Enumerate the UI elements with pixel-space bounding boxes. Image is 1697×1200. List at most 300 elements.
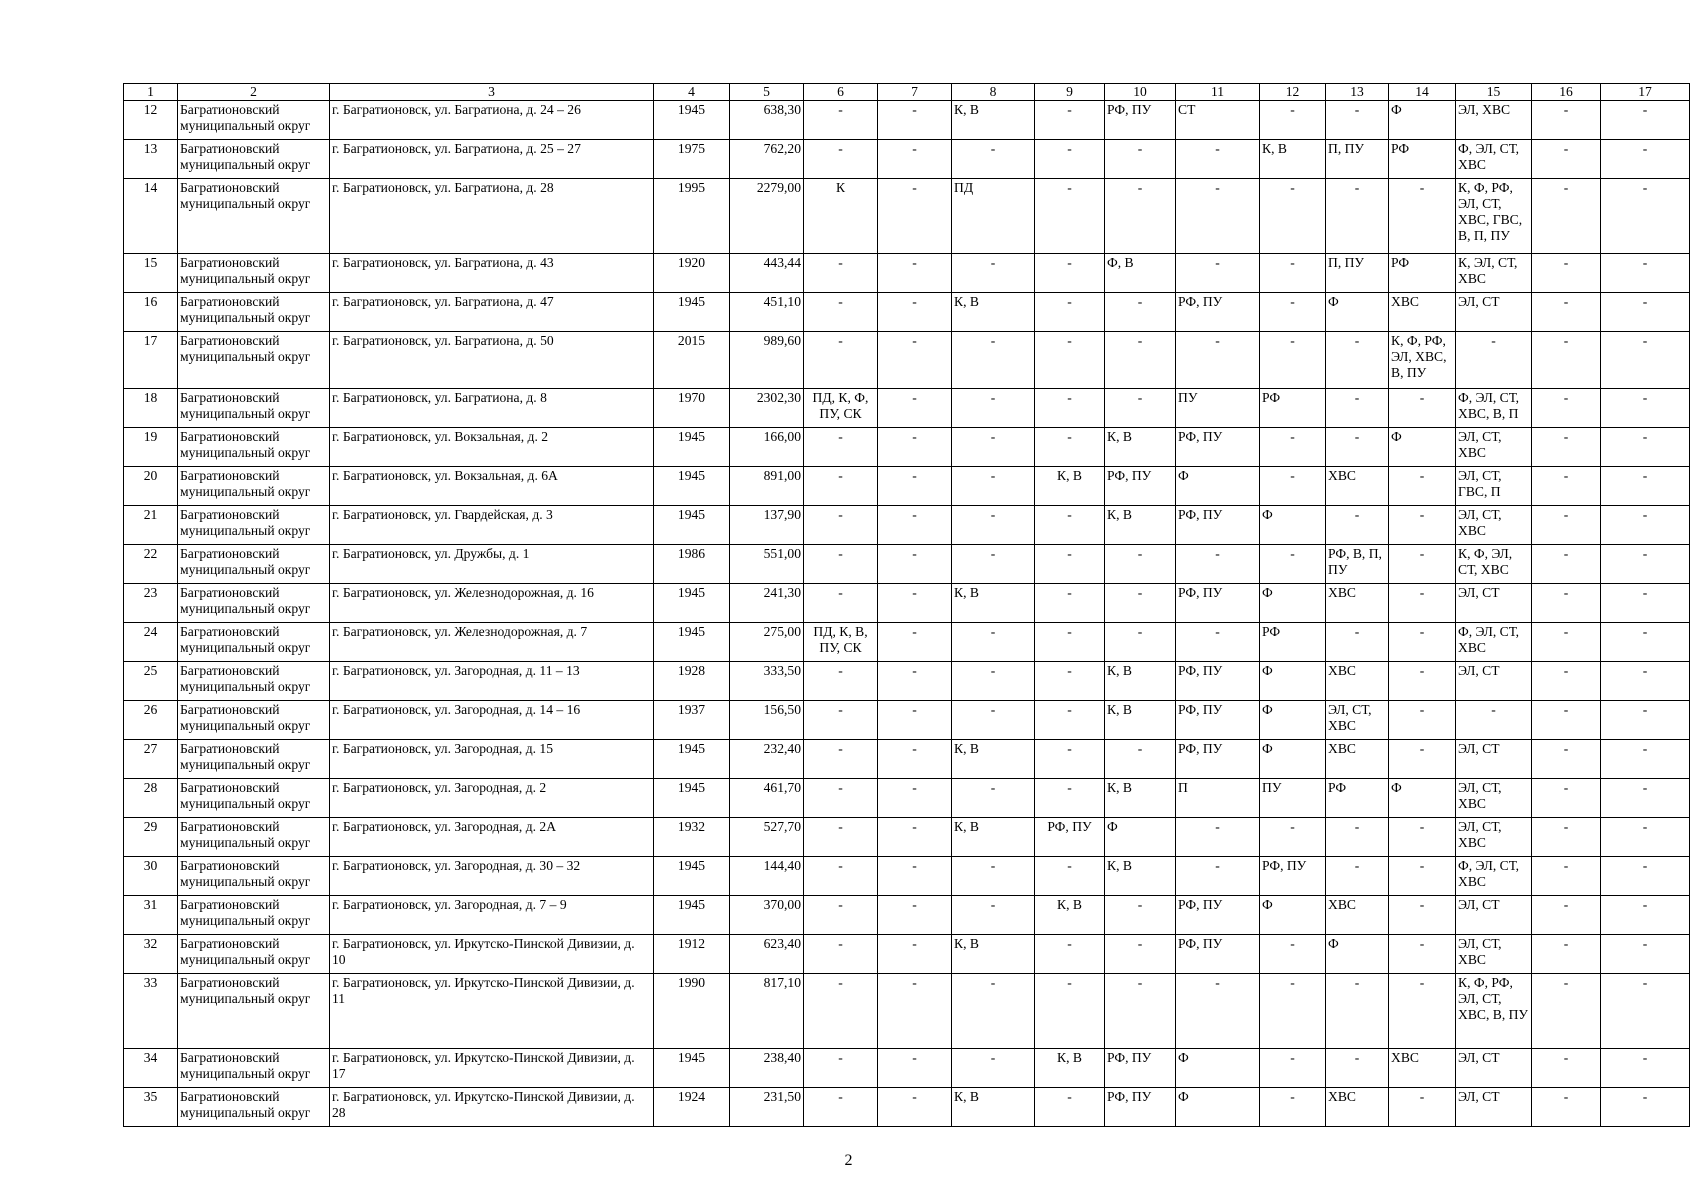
table-cell: К, В bbox=[1105, 779, 1176, 818]
table-cell: РФ bbox=[1389, 254, 1456, 293]
table-cell: ХВС bbox=[1326, 662, 1389, 701]
table-cell: Ф bbox=[1389, 101, 1456, 140]
table-cell: РФ, ПУ bbox=[1105, 467, 1176, 506]
table-cell: - bbox=[1532, 857, 1601, 896]
table-cell: г. Багратионовск, ул. Загородная, д. 2 bbox=[330, 779, 654, 818]
table-cell: 28 bbox=[124, 779, 178, 818]
table-cell: г. Багратионовск, ул. Железнодорожная, д. 7 bbox=[330, 623, 654, 662]
table-cell: 1995 bbox=[654, 179, 730, 254]
table-cell: - bbox=[1035, 1088, 1105, 1127]
table-cell: г. Багратионовск, ул. Иркутско-Пинской Дивизии, д. 10 bbox=[330, 935, 654, 974]
table-cell: К, Ф, РФ, ЭЛ, СТ, ХВС, ГВС, В, П, ПУ bbox=[1456, 179, 1532, 254]
table-cell: - bbox=[1601, 857, 1690, 896]
table-cell: 30 bbox=[124, 857, 178, 896]
table-cell: Багратионовский муниципальный округ bbox=[178, 254, 330, 293]
table-cell: - bbox=[1035, 293, 1105, 332]
table-cell: г. Багратионовск, ул. Багратиона, д. 24 – 26 bbox=[330, 101, 654, 140]
table-cell: - bbox=[952, 506, 1035, 545]
table-cell: ПД bbox=[952, 179, 1035, 254]
table-cell: РФ, ПУ bbox=[1176, 428, 1260, 467]
column-header: 1 bbox=[124, 84, 178, 101]
table-cell: - bbox=[1326, 179, 1389, 254]
table-cell: - bbox=[1176, 254, 1260, 293]
table-cell: Багратионовский муниципальный округ bbox=[178, 779, 330, 818]
column-header: 3 bbox=[330, 84, 654, 101]
column-header: 10 bbox=[1105, 84, 1176, 101]
table-cell: РФ, ПУ bbox=[1035, 818, 1105, 857]
table-cell: - bbox=[1532, 254, 1601, 293]
table-cell: - bbox=[1176, 545, 1260, 584]
table-cell: Багратионовский муниципальный округ bbox=[178, 140, 330, 179]
table-cell: - bbox=[1105, 974, 1176, 1049]
table-cell: Ф bbox=[1260, 506, 1326, 545]
table-cell: 1945 bbox=[654, 584, 730, 623]
table-cell: РФ, ПУ bbox=[1176, 293, 1260, 332]
table-cell: 527,70 bbox=[730, 818, 804, 857]
table-cell: г. Багратионовск, ул. Загородная, д. 7 – 9 bbox=[330, 896, 654, 935]
table-cell: - bbox=[1035, 779, 1105, 818]
table-row bbox=[124, 545, 1690, 584]
table-cell: - bbox=[1601, 935, 1690, 974]
table-cell: 638,30 bbox=[730, 101, 804, 140]
table-cell: 238,40 bbox=[730, 1049, 804, 1088]
table-cell: - bbox=[1601, 428, 1690, 467]
table-cell: - bbox=[1035, 506, 1105, 545]
table-cell: - bbox=[878, 254, 952, 293]
table-cell: г. Багратионовск, ул. Багратиона, д. 8 bbox=[330, 389, 654, 428]
table-cell: К, ЭЛ, СТ, ХВС bbox=[1456, 254, 1532, 293]
table-cell: г. Багратионовск, ул. Загородная, д. 11 – 13 bbox=[330, 662, 654, 701]
table-cell: 1945 bbox=[654, 506, 730, 545]
table-cell: - bbox=[1601, 974, 1690, 1049]
table-cell: Багратионовский муниципальный округ bbox=[178, 506, 330, 545]
table-cell: - bbox=[1389, 506, 1456, 545]
table-cell: 443,44 bbox=[730, 254, 804, 293]
table-cell: - bbox=[952, 254, 1035, 293]
table-cell: 16 bbox=[124, 293, 178, 332]
column-header: 8 bbox=[952, 84, 1035, 101]
table-cell: Ф bbox=[1389, 428, 1456, 467]
table-row bbox=[124, 389, 1690, 428]
table-cell: - bbox=[1176, 179, 1260, 254]
table-cell: Ф bbox=[1389, 779, 1456, 818]
table-cell: - bbox=[952, 701, 1035, 740]
table-cell: 23 bbox=[124, 584, 178, 623]
table-cell: П bbox=[1176, 779, 1260, 818]
table-cell: - bbox=[1035, 101, 1105, 140]
table-cell: 15 bbox=[124, 254, 178, 293]
table-cell: 12 bbox=[124, 101, 178, 140]
table-cell: 29 bbox=[124, 818, 178, 857]
table-cell: - bbox=[1532, 389, 1601, 428]
table-cell: - bbox=[1389, 935, 1456, 974]
page-number: 2 bbox=[844, 1152, 853, 1169]
table-cell: Багратионовский муниципальный округ bbox=[178, 935, 330, 974]
table-cell: - bbox=[1389, 467, 1456, 506]
table-cell: - bbox=[1326, 332, 1389, 389]
table-cell: Ф bbox=[1176, 1049, 1260, 1088]
table-cell: - bbox=[878, 935, 952, 974]
table-cell: РФ, ПУ bbox=[1176, 662, 1260, 701]
table-cell: - bbox=[804, 293, 878, 332]
table-cell: 1945 bbox=[654, 779, 730, 818]
table-cell: - bbox=[1532, 332, 1601, 389]
table-cell: - bbox=[1601, 896, 1690, 935]
table-cell: К bbox=[804, 179, 878, 254]
column-header: 15 bbox=[1456, 84, 1532, 101]
table-cell: РФ, ПУ bbox=[1105, 1088, 1176, 1127]
table-cell: Ф, ЭЛ, СТ, ХВС bbox=[1456, 857, 1532, 896]
table-cell: Багратионовский муниципальный округ bbox=[178, 662, 330, 701]
table-cell: РФ, В, П, ПУ bbox=[1326, 545, 1389, 584]
table-cell: г. Багратионовск, ул. Вокзальная, д. 2 bbox=[330, 428, 654, 467]
table-cell: Ф bbox=[1326, 935, 1389, 974]
column-header: 5 bbox=[730, 84, 804, 101]
table-cell: 137,90 bbox=[730, 506, 804, 545]
table-body bbox=[124, 101, 1690, 1127]
table-cell: ЭЛ, СТ, ХВС bbox=[1456, 818, 1532, 857]
table-cell: Ф bbox=[1176, 1088, 1260, 1127]
table-cell: 1945 bbox=[654, 1049, 730, 1088]
table-cell: - bbox=[878, 1088, 952, 1127]
table-cell: 156,50 bbox=[730, 701, 804, 740]
column-header: 6 bbox=[804, 84, 878, 101]
table-cell: - bbox=[952, 896, 1035, 935]
table-cell: 1945 bbox=[654, 467, 730, 506]
table-cell: Багратионовский муниципальный округ bbox=[178, 623, 330, 662]
table-cell: 1920 bbox=[654, 254, 730, 293]
table-cell: 2302,30 bbox=[730, 389, 804, 428]
table-cell: г. Багратионовск, ул. Загородная, д. 15 bbox=[330, 740, 654, 779]
table-cell: - bbox=[952, 623, 1035, 662]
table-cell: - bbox=[1260, 974, 1326, 1049]
table-cell: К, В bbox=[952, 1088, 1035, 1127]
table-cell: - bbox=[1035, 140, 1105, 179]
table-cell: - bbox=[804, 701, 878, 740]
table-cell: - bbox=[1326, 428, 1389, 467]
table-cell: РФ, ПУ bbox=[1105, 1049, 1176, 1088]
table-cell: ХВС bbox=[1389, 1049, 1456, 1088]
table-cell: г. Багратионовск, ул. Дружбы, д. 1 bbox=[330, 545, 654, 584]
table-cell: - bbox=[1035, 857, 1105, 896]
table-cell: - bbox=[1389, 701, 1456, 740]
table-cell: - bbox=[804, 545, 878, 584]
table-cell: Ф bbox=[1260, 740, 1326, 779]
table-cell: - bbox=[1601, 332, 1690, 389]
table-cell: - bbox=[1601, 140, 1690, 179]
column-header: 2 bbox=[178, 84, 330, 101]
table-cell: ЭЛ, СТ, ХВС bbox=[1456, 428, 1532, 467]
table-cell: - bbox=[878, 779, 952, 818]
table-cell: 1986 bbox=[654, 545, 730, 584]
table-cell: - bbox=[1035, 974, 1105, 1049]
table-cell: - bbox=[878, 818, 952, 857]
table-cell: - bbox=[1326, 506, 1389, 545]
table-cell: г. Багратионовск, ул. Багратиона, д. 25 – 27 bbox=[330, 140, 654, 179]
table-cell: - bbox=[1601, 779, 1690, 818]
table-cell: 33 bbox=[124, 974, 178, 1049]
table-cell: - bbox=[878, 662, 952, 701]
table-cell: РФ, ПУ bbox=[1176, 701, 1260, 740]
table-cell: - bbox=[1389, 857, 1456, 896]
table-cell: - bbox=[804, 974, 878, 1049]
table-cell: - bbox=[1532, 140, 1601, 179]
table-cell: Багратионовский муниципальный округ bbox=[178, 740, 330, 779]
table-cell: ЭЛ, СТ bbox=[1456, 1088, 1532, 1127]
table-cell: - bbox=[952, 545, 1035, 584]
table-row bbox=[124, 584, 1690, 623]
table-cell: 1945 bbox=[654, 896, 730, 935]
table-cell: К, В bbox=[1105, 662, 1176, 701]
table-cell: Багратионовский муниципальный округ bbox=[178, 428, 330, 467]
table-cell: - bbox=[804, 1049, 878, 1088]
table-cell: Ф bbox=[1326, 293, 1389, 332]
table-cell: 891,00 bbox=[730, 467, 804, 506]
header-row bbox=[124, 84, 1690, 101]
table-cell: 1970 bbox=[654, 389, 730, 428]
table-cell: - bbox=[1532, 662, 1601, 701]
table-cell: ХВС bbox=[1389, 293, 1456, 332]
table-cell: - bbox=[1035, 740, 1105, 779]
table-cell: 1937 bbox=[654, 701, 730, 740]
table-cell: - bbox=[804, 254, 878, 293]
table-cell: - bbox=[804, 779, 878, 818]
table-cell: - bbox=[878, 974, 952, 1049]
table-cell: 166,00 bbox=[730, 428, 804, 467]
table-row bbox=[124, 818, 1690, 857]
table-cell: - bbox=[1456, 701, 1532, 740]
table-cell: ЭЛ, СТ bbox=[1456, 1049, 1532, 1088]
table-cell: 17 bbox=[124, 332, 178, 389]
table-cell: 1945 bbox=[654, 428, 730, 467]
table-cell: - bbox=[1260, 467, 1326, 506]
table-cell: Багратионовский муниципальный округ bbox=[178, 101, 330, 140]
table-cell: П, ПУ bbox=[1326, 140, 1389, 179]
table-cell: Ф bbox=[1105, 818, 1176, 857]
table-cell: - bbox=[1532, 428, 1601, 467]
table-cell: Багратионовский муниципальный округ bbox=[178, 701, 330, 740]
table-cell: РФ, ПУ bbox=[1176, 896, 1260, 935]
table-cell: К, Ф, РФ, ЭЛ, ХВС, В, ПУ bbox=[1389, 332, 1456, 389]
table-cell: - bbox=[1532, 101, 1601, 140]
table-cell: - bbox=[1105, 623, 1176, 662]
table-cell: - bbox=[1601, 818, 1690, 857]
table-cell: - bbox=[878, 140, 952, 179]
table-row bbox=[124, 254, 1690, 293]
table-cell: Багратионовский муниципальный округ bbox=[178, 584, 330, 623]
table-row bbox=[124, 1049, 1690, 1088]
table-cell: - bbox=[878, 389, 952, 428]
table-cell: - bbox=[1260, 179, 1326, 254]
table-cell: 333,50 bbox=[730, 662, 804, 701]
table-cell: - bbox=[1035, 428, 1105, 467]
table-cell: - bbox=[1532, 701, 1601, 740]
table-cell: - bbox=[878, 1049, 952, 1088]
table-cell: Ф bbox=[1260, 701, 1326, 740]
table-row bbox=[124, 332, 1690, 389]
table-cell: 231,50 bbox=[730, 1088, 804, 1127]
table-cell: - bbox=[1326, 974, 1389, 1049]
table-cell: - bbox=[1035, 701, 1105, 740]
table-cell: Багратионовский муниципальный округ bbox=[178, 857, 330, 896]
table-cell: 989,60 bbox=[730, 332, 804, 389]
table-row bbox=[124, 662, 1690, 701]
table-cell: - bbox=[1532, 935, 1601, 974]
table-cell: - bbox=[952, 779, 1035, 818]
table-cell: 1932 bbox=[654, 818, 730, 857]
table-cell: ХВС bbox=[1326, 740, 1389, 779]
table-cell: Ф, ЭЛ, СТ, ХВС, В, П bbox=[1456, 389, 1532, 428]
table-cell: - bbox=[1532, 779, 1601, 818]
table-cell: 370,00 bbox=[730, 896, 804, 935]
column-header: 13 bbox=[1326, 84, 1389, 101]
table-cell: - bbox=[1389, 740, 1456, 779]
table-cell: - bbox=[1260, 935, 1326, 974]
table-cell: ЭЛ, СТ bbox=[1456, 740, 1532, 779]
table-cell: ЭЛ, СТ, ХВС bbox=[1456, 506, 1532, 545]
table-cell: - bbox=[1035, 584, 1105, 623]
table-cell: - bbox=[1389, 584, 1456, 623]
table-cell: - bbox=[1389, 818, 1456, 857]
table-cell: - bbox=[1532, 896, 1601, 935]
table-cell: - bbox=[952, 974, 1035, 1049]
table-cell: г. Багратионовск, ул. Багратиона, д. 50 bbox=[330, 332, 654, 389]
table-cell: - bbox=[1601, 740, 1690, 779]
table-cell: - bbox=[952, 428, 1035, 467]
table-cell: - bbox=[804, 818, 878, 857]
table-cell: - bbox=[804, 584, 878, 623]
table-row bbox=[124, 896, 1690, 935]
table-cell: 1928 bbox=[654, 662, 730, 701]
table-cell: К, В bbox=[1035, 1049, 1105, 1088]
table-cell: - bbox=[804, 506, 878, 545]
table-cell: - bbox=[952, 467, 1035, 506]
table-cell: - bbox=[1389, 179, 1456, 254]
table-cell: 14 bbox=[124, 179, 178, 254]
table-cell: - bbox=[804, 467, 878, 506]
table-cell: - bbox=[1601, 389, 1690, 428]
table-cell: - bbox=[1389, 896, 1456, 935]
table-cell: г. Багратионовск, ул. Багратиона, д. 28 bbox=[330, 179, 654, 254]
table-cell: 1945 bbox=[654, 857, 730, 896]
table-cell: - bbox=[1176, 623, 1260, 662]
table-cell: К, В bbox=[952, 740, 1035, 779]
column-header: 11 bbox=[1176, 84, 1260, 101]
table-cell: 144,40 bbox=[730, 857, 804, 896]
table-cell: РФ, ПУ bbox=[1176, 740, 1260, 779]
table-cell: - bbox=[1176, 857, 1260, 896]
table-cell: - bbox=[1601, 1088, 1690, 1127]
table-cell: К, В bbox=[1105, 506, 1176, 545]
table-cell: - bbox=[878, 179, 952, 254]
table-cell: 1924 bbox=[654, 1088, 730, 1127]
table-cell: - bbox=[804, 101, 878, 140]
table-cell: Багратионовский муниципальный округ bbox=[178, 293, 330, 332]
table-row bbox=[124, 740, 1690, 779]
table-cell: Багратионовский муниципальный округ bbox=[178, 467, 330, 506]
table-cell: - bbox=[1035, 389, 1105, 428]
table-cell: - bbox=[1260, 1088, 1326, 1127]
table-cell: 24 bbox=[124, 623, 178, 662]
table-cell: К, В bbox=[1105, 701, 1176, 740]
table-cell: РФ bbox=[1260, 389, 1326, 428]
table-cell: К, В bbox=[952, 101, 1035, 140]
table-cell: - bbox=[878, 623, 952, 662]
table-cell: - bbox=[878, 857, 952, 896]
table-cell: СТ bbox=[1176, 101, 1260, 140]
data-table bbox=[123, 83, 1690, 1127]
table-cell: - bbox=[1601, 179, 1690, 254]
table-cell: - bbox=[952, 857, 1035, 896]
table-cell: - bbox=[1260, 428, 1326, 467]
table-cell: - bbox=[1532, 623, 1601, 662]
table-cell: - bbox=[952, 140, 1035, 179]
table-row bbox=[124, 1088, 1690, 1127]
table-cell: - bbox=[1105, 140, 1176, 179]
table-row bbox=[124, 779, 1690, 818]
table-cell: - bbox=[1601, 254, 1690, 293]
table-cell: 32 bbox=[124, 935, 178, 974]
table-cell: - bbox=[1035, 179, 1105, 254]
table-row bbox=[124, 623, 1690, 662]
table-cell: - bbox=[1532, 740, 1601, 779]
table-cell: - bbox=[878, 293, 952, 332]
table-cell: Багратионовский муниципальный округ bbox=[178, 974, 330, 1049]
table-cell: - bbox=[952, 389, 1035, 428]
table-cell: Багратионовский муниципальный округ bbox=[178, 896, 330, 935]
table-cell: - bbox=[1176, 140, 1260, 179]
table-cell: 275,00 bbox=[730, 623, 804, 662]
table-cell: - bbox=[878, 428, 952, 467]
table-cell: - bbox=[1532, 506, 1601, 545]
table-cell: - bbox=[1035, 254, 1105, 293]
table-cell: - bbox=[1601, 506, 1690, 545]
table-cell: К, В bbox=[952, 935, 1035, 974]
table-cell: - bbox=[878, 584, 952, 623]
table-cell: Багратионовский муниципальный округ bbox=[178, 179, 330, 254]
table-cell: - bbox=[1601, 467, 1690, 506]
table-row bbox=[124, 857, 1690, 896]
table-cell: - bbox=[878, 701, 952, 740]
column-header: 4 bbox=[654, 84, 730, 101]
table-cell: 232,40 bbox=[730, 740, 804, 779]
table-cell: - bbox=[878, 506, 952, 545]
table-cell: - bbox=[1260, 545, 1326, 584]
column-header: 16 bbox=[1532, 84, 1601, 101]
table-cell: 31 bbox=[124, 896, 178, 935]
table-cell: 22 bbox=[124, 545, 178, 584]
table-cell: Ф bbox=[1176, 467, 1260, 506]
table-cell: РФ, ПУ bbox=[1105, 101, 1176, 140]
table-cell: - bbox=[1532, 467, 1601, 506]
table-cell: - bbox=[1389, 389, 1456, 428]
table-cell: 241,30 bbox=[730, 584, 804, 623]
table-cell: - bbox=[1326, 857, 1389, 896]
table-cell: Багратионовский муниципальный округ bbox=[178, 545, 330, 584]
table-cell: ЭЛ, СТ, ХВС bbox=[1326, 701, 1389, 740]
table-cell: г. Багратионовск, ул. Гвардейская, д. 3 bbox=[330, 506, 654, 545]
table-cell: К, В bbox=[952, 818, 1035, 857]
table-cell: ЭЛ, ХВС bbox=[1456, 101, 1532, 140]
table-cell: - bbox=[1601, 662, 1690, 701]
table-cell: ХВС bbox=[1326, 584, 1389, 623]
table-cell: - bbox=[804, 140, 878, 179]
table-cell: - bbox=[1035, 332, 1105, 389]
table-cell: - bbox=[1326, 818, 1389, 857]
table-cell: г. Багратионовск, ул. Иркутско-Пинской Дивизии, д. 11 bbox=[330, 974, 654, 1049]
table-cell: 35 bbox=[124, 1088, 178, 1127]
table-cell: - bbox=[1105, 935, 1176, 974]
